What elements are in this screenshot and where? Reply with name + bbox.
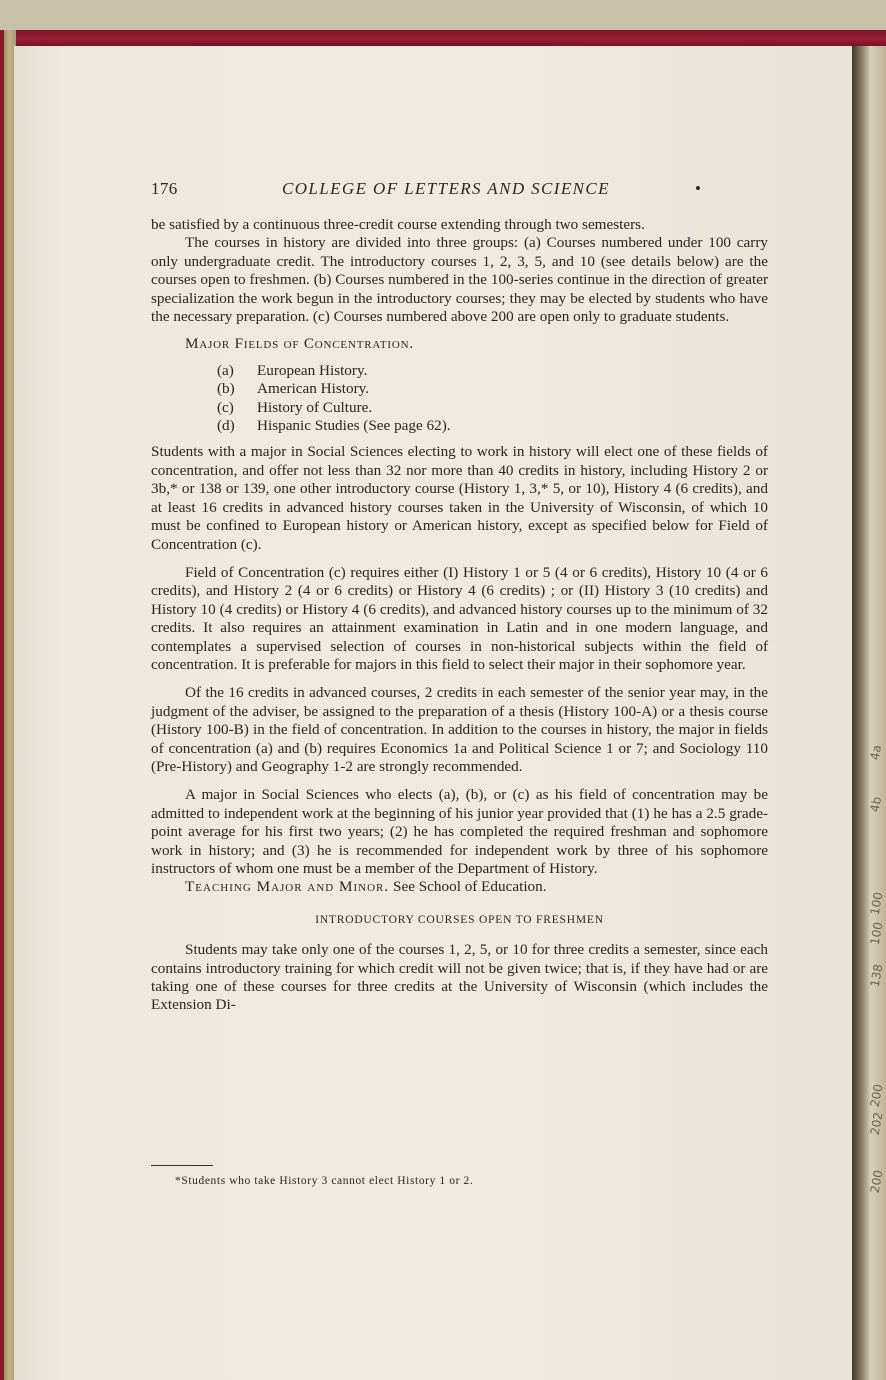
paragraph-introductory-courses: Students may take only one of the courses 1, 2, 5, or 10 for three credits a semester, since each contains introductory training for which credit will not be given twice; that is, if they have had or are taking one of these courses for three credits at the University of Wisconsin (which includes the Extension Di-: [151, 941, 768, 1014]
paragraph-teaching: [151, 878, 768, 896]
body-text: [151, 216, 768, 1015]
footnote-rule: [151, 1165, 213, 1166]
paragraph-advanced-credits: Of the 16 credits in advanced courses, 2 credits in each semester of the senior year may, in the judgment of the adviser, be assigned to the preparation of a thesis (History 100-A) or a thesis course (History 100-B) in the field of concentration. In addition to the courses in history, the major in fields of concentration (a) and (b) requires Economics 1a and Political Science 1 or 7; and Sociology 110 (Pre-History) and Geography 1-2 are strongly recommended.: [151, 684, 768, 775]
section-heading: INTRODUCTORY COURSES OPEN TO FRESHMEN: [315, 913, 604, 926]
paragraph-major-requirements: Students with a major in Social Sciences electing to work in history will elect one of these fields of concentration, and offer not less than 32 nor more than 40 credits in history, including History 2 or 3b,* or 138 or 139, one other introductory course (History 1, 3,* 5, or 10), History 4 (6 credits), and at least 16 credits in advanced history courses taken in the University of Wisconsin, of which 10 must be confined to European history or American history, except as specified below for Field of Concentration (c).: [151, 443, 768, 553]
list-text: American History.: [257, 380, 370, 398]
major-fields-heading: Major Fields of Concentration.: [185, 335, 414, 353]
list-label: (c): [217, 398, 234, 416]
list-text: European History.: [257, 361, 368, 379]
list-item: [217, 380, 768, 398]
ornament-dot: •: [695, 179, 702, 198]
paragraph-course-groups: The courses in history are divided into three groups: (a) Courses numbered under 100 carry only undergraduate credit. The introductory courses 1, 2, 3, 5, and 10 (see details below) are the courses open to freshmen. (b) Courses numbered in the 100-series continue in the direction of greater specialization the work begun in the introductory courses; they may be elected by students who have the necessary preparation. (c) Courses numbered above 200 are open only to graduate students.: [151, 234, 768, 326]
facing-page-mark: 200: [867, 1169, 886, 1195]
facing-page-mark: 200: [867, 1083, 886, 1109]
facing-page-mark: 4a: [867, 743, 885, 762]
list-item: [217, 399, 768, 417]
list-item: [217, 362, 768, 380]
paragraph-field-c: Field of Concentration (c) requires either (I) History 1 or 5 (4 or 6 credits), History 10 (4 or 6 credits), and History 2 (4 or 6 credits) or History 4 (6 credits) ; or (II) History 3 (10 credits) and History 10 (4 credits) or History 4 (6 credits), and advanced history courses up to the minimum of 32 credits. It also requires an attainment examination in Latin and in one modern language, and contemplates a supervised selection of courses in non-historical subjects within the field of concentration. It is preferable for majors in this field to select their major in their sophomore year.: [151, 563, 768, 673]
list-label: (b): [217, 380, 235, 398]
list-item: [217, 417, 768, 435]
running-head: [151, 179, 771, 203]
facing-page-mark: 4b: [867, 795, 885, 814]
list-text: History of Culture.: [257, 398, 373, 416]
page-number: 176: [151, 179, 178, 198]
running-title: COLLEGE OF LETTERS AND SCIENCE: [282, 179, 610, 198]
paragraph-independent-work: A major in Social Sciences who elects (a), (b), or (c) as his field of concentration may be admitted to independent work at the beginning of his junior year provided that (1) he has a 2.5 grade-point average for his first two years; (2) he has completed the required freshman and sophomore work in history; and (3) he is recommended for independent work by three of his sophomore instructors of whom one must be a member of the Department of History.: [151, 786, 768, 877]
teaching-label: Teaching Major and Minor.: [185, 878, 390, 896]
facing-page-mark: 100: [867, 891, 886, 917]
fields-list: [217, 362, 768, 436]
paragraph-continuation: be satisfied by a continuous three-credit course extending through two semesters.: [151, 216, 645, 233]
facing-page-mark: 138: [867, 963, 886, 989]
facing-page-mark: 202: [867, 1111, 886, 1137]
list-label: (d): [217, 417, 235, 435]
footnote: *Students who take History 3 cannot elect History 1 or 2.: [175, 1175, 474, 1187]
facing-page-mark: 100: [867, 921, 886, 947]
list-text: Hispanic Studies (See page 62).: [257, 417, 451, 435]
teaching-text: See School of Education.: [393, 878, 547, 896]
list-label: (a): [217, 361, 234, 379]
book-spine-cloth: [0, 30, 4, 1380]
